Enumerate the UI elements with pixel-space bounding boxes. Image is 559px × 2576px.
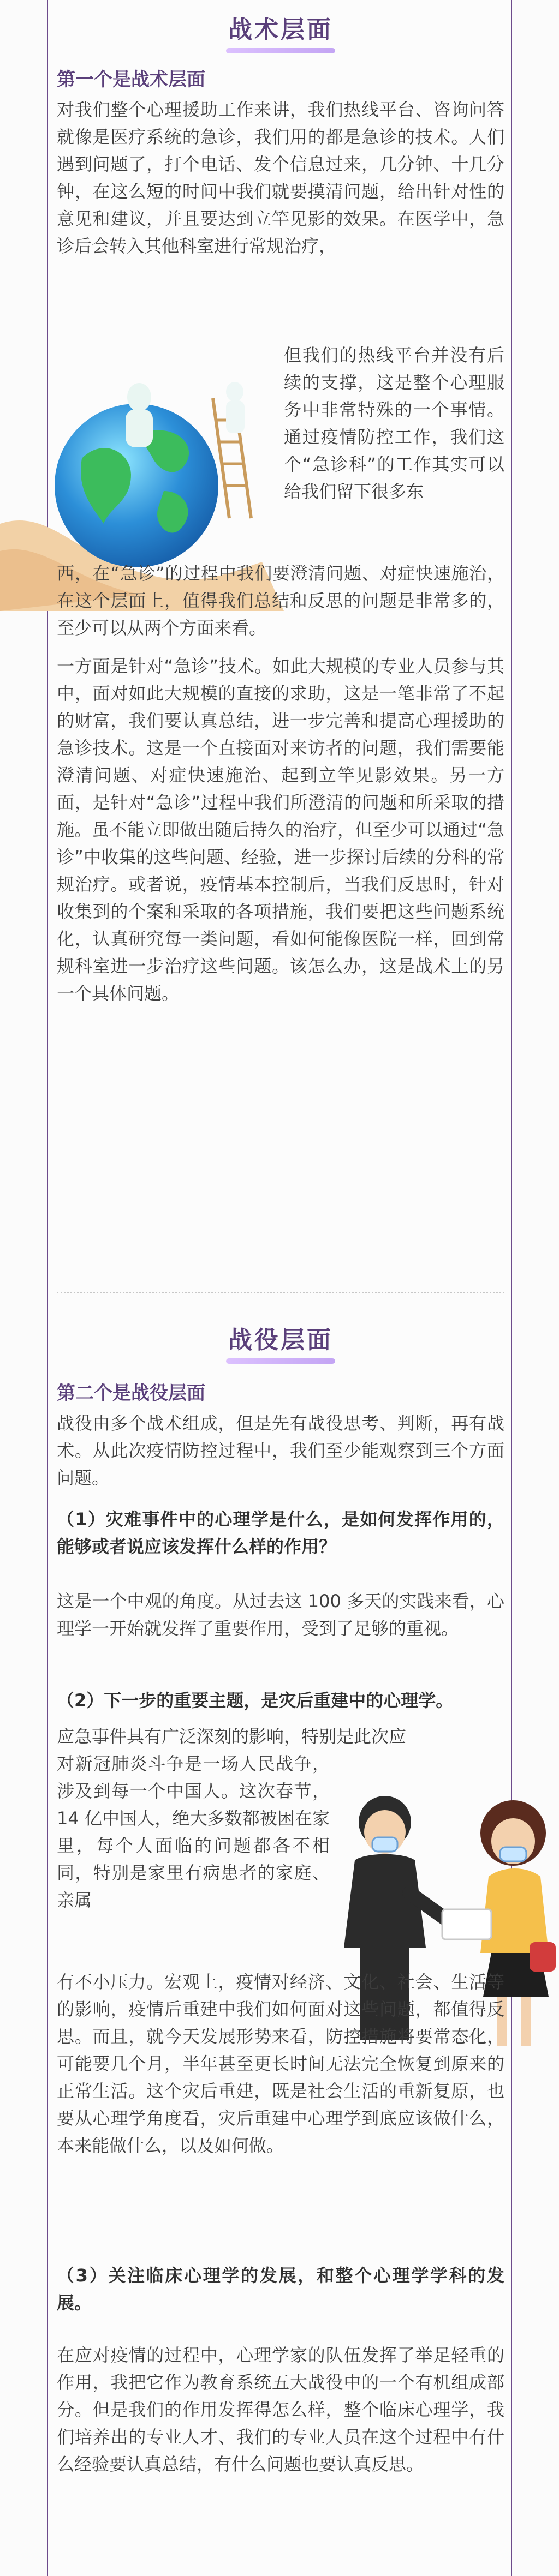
campaign-section: [57, 1320, 504, 1364]
campaign-q3-text: 在应对疫情的过程中，心理学家的队伍发挥了举足轻重的作用，我把它作为教育系统五大战役中的一个有机组成部分。但是我们的作用发挥得怎么样，整个临床心理学，我们培养出的专业人才、我们的专业人员在这个过程中有什么经验要认真总结，有什么问题也要认真反思。: [57, 2345, 504, 2475]
campaign-q2-end: 有不小压力。宏观上，疫情对经济、文化、社会、生活等的影响，疫情后重建中我们如何面对这些问题，都值得反思。而且，就今天发展形势来看，防控措施将要常态化，可能要几个月，半年甚至更长时间无法完全恢复到原来的正常生活。这个灾后重建，既是社会生活的重新复原，也要从心理学角度看，灾后重建中心理学到底应该做什么，本来能做什么，以及如何做。: [57, 1972, 504, 2156]
campaign-q2: （2）下一步的重要主题，是灾后重建中的心理学。: [57, 1690, 454, 1711]
campaign-subhead: 第二个是战役层面: [57, 1382, 205, 1404]
section-divider: [57, 1292, 504, 1293]
campaign-subhead-wrap: [57, 1378, 504, 1405]
tactics-section: [57, 10, 504, 53]
tactics-subhead-wrap: [57, 64, 504, 91]
campaign-intro: 战役由多个战术组成，但是先有战役思考、判断，再有战术。从此次疫情防控过程中，我们至少能观察到三个方面问题。: [57, 1413, 504, 1488]
campaign-q2-lead: 应急事件具有广泛深刻的影响，特别是此次应: [57, 1726, 407, 1747]
tactics-subhead: 第一个是战术层面: [57, 69, 205, 91]
campaign-q1: （1）灾难事件中的心理学是什么，是如何发挥作用的，能够或者说应该发挥什么样的作用？: [57, 1509, 504, 1557]
campaign-q3: （3）关注临床心理学的发展，和整个心理学学科的发展。: [57, 2265, 504, 2313]
tactics-paragraph-1: 对我们整个心理援助工作来讲，我们热线平台、咨询问答就像是医疗系统的急诊，我们用的都是急诊的技术。人们遇到问题了，打个电话、发个信息过来，几分钟、十几分钟，在这么短的时间中我们就要摸清问题，给出针对性的意见和建议，并且要达到立竿见影的效果。在医学中，急诊后会转入其他科室进行常规治疗，: [57, 99, 504, 256]
tactics-paragraph-1-end: 西，在“急诊”的过程中我们要澄清问题、对症快速施治，在这个层面上，值得我们总结和反思的问题是非常多的，至少可以从两个方面来看。: [57, 563, 504, 638]
tactics-title: 战术层面: [57, 10, 504, 53]
tactics-paragraph-1-wrap: 但我们的热线平台并没有后续的支撑，这是整个心理服务中非常特殊的一个事情。通过疫情防控工作，我们这个“急诊科”的工作其实可以给我们留下很多东: [284, 345, 504, 502]
campaign-title: 战役层面: [57, 1320, 504, 1364]
campaign-q1-text: 这是一个中观的角度。从过去这 100 多天的实践来看，心理学一开始就发挥了重要作用，受到了足够的重视。: [57, 1591, 504, 1639]
campaign-q2-wrap: 对新冠肺炎斗争是一场人民战争，涉及到每一个中国人。这次春节，14 亿中国人，绝大多数都被困在家里，每个人面临的问题都各不相同，特别是家里有病患者的家庭、亲属: [57, 1753, 330, 1910]
tactics-paragraph-2: 一方面是针对“急诊”技术。如此大规模的专业人员参与其中，面对如此大规模的直接的求助，这是一笔非常了不起的财富，我们要认真总结，进一步完善和提高心理援助的急诊技术。这是一个直接面对来访者的问题，我们需要能澄清问题、对症快速施治、起到立竿见影效果。另一方面，是针对“急诊”过程中我们所澄清的问题和所采取的措施。虽不能立即做出随后持久的治疗，但至少可以通过“急诊”中收集的这些问题、经验，进一步探讨后续的分科的常规治疗。或者说，疫情基本控制后，当我们反思时，针对收集到的个案和采取的各项措施，我们要把这些问题系统化，认真研究每一类问题，看如何能像医院一样，回到常规科室进一步治疗这些问题。该怎么办，这是战术上的另一个具体问题。: [57, 656, 504, 1004]
